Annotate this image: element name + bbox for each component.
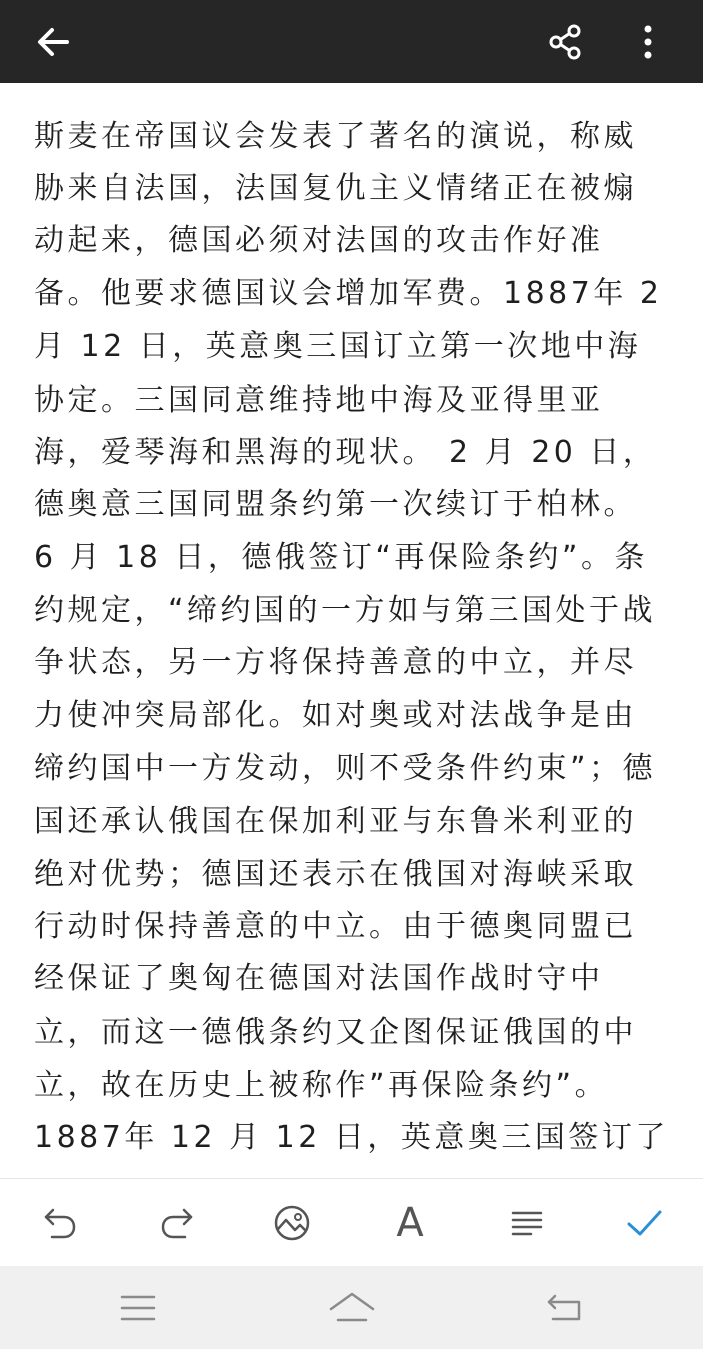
home-icon — [328, 1290, 376, 1326]
align-button[interactable] — [487, 1179, 567, 1267]
text-line: 胁来自法国，法国复仇主义情绪正在被煽 — [34, 171, 637, 206]
text-line: 斯麦在帝国议会发表了著名的演说，称威 — [34, 119, 637, 154]
redo-icon — [157, 1203, 197, 1243]
text-line: 德奥意三国同盟条约第一次续订于柏林。 — [34, 487, 637, 522]
share-icon — [545, 22, 585, 62]
font-style-button[interactable] — [370, 1179, 450, 1267]
text-line: 动起来，德国必须对法国的攻击作好准 — [34, 223, 604, 258]
confirm-button[interactable] — [604, 1179, 684, 1267]
text-line: 绝对优势；德国还表示在俄国对海峡采取 — [34, 857, 637, 892]
text-line: 经保证了奥匈在德国对法国作战时守中 — [34, 961, 604, 996]
more-vertical-icon — [642, 22, 654, 62]
menu-button[interactable] — [88, 1266, 188, 1349]
document-body[interactable] — [0, 83, 703, 1178]
more-options-button[interactable] — [613, 0, 683, 83]
text-line: 备。他要求德国议会增加军费。1887年 2 — [34, 276, 663, 311]
text-line: 协定。三国同意维持地中海及亚得里亚 — [34, 383, 604, 418]
text-line: 6 月 18 日，德俄签订“再保险条约”。条 — [34, 540, 648, 575]
image-icon — [272, 1203, 312, 1243]
system-navigation-bar — [0, 1266, 703, 1349]
text-line: 海，爱琴海和黑海的现状。 2 月 20 日， — [34, 435, 657, 470]
text-line: 立，故在历史上被称作”再保险条约”。 — [34, 1068, 609, 1103]
check-icon — [624, 1203, 664, 1243]
align-left-icon — [507, 1203, 547, 1243]
top-app-bar — [0, 0, 703, 83]
edit-toolbar — [0, 1178, 703, 1267]
text-line: 行动时保持善意的中立。由于德奥同盟已 — [34, 909, 637, 944]
text-line: 缔约国中一方发动，则不受条件约束”；德 — [34, 751, 657, 786]
home-button[interactable] — [302, 1266, 402, 1349]
undo-icon — [40, 1203, 80, 1243]
text-line: 立，而这一德俄条约又企图保证俄国的中 — [34, 1015, 637, 1050]
text-line: 争状态，另一方将保持善意的中立，并尽 — [34, 645, 637, 680]
text-line: 1887年 12 月 12 日，英意奥三国签订了 — [34, 1120, 669, 1155]
text-line: 月 12 日，英意奥三国订立第一次地中海 — [34, 329, 642, 364]
redo-button[interactable] — [137, 1179, 217, 1267]
share-button[interactable] — [530, 0, 600, 83]
back-icon — [545, 1292, 585, 1324]
back-button[interactable] — [18, 0, 88, 83]
text-line: 约规定，“缔约国的一方如与第三国处于战 — [34, 593, 657, 628]
undo-button[interactable] — [20, 1179, 100, 1267]
text-line: 国还承认俄国在保加利亚与东鲁米利亚的 — [34, 804, 637, 839]
font-icon: A — [396, 1200, 424, 1246]
menu-icon — [120, 1293, 156, 1323]
insert-image-button[interactable] — [252, 1179, 332, 1267]
arrow-left-icon — [33, 22, 73, 62]
system-back-button[interactable] — [515, 1266, 615, 1349]
text-line: 力使冲突局部化。如对奥或对法战争是由 — [34, 698, 637, 733]
